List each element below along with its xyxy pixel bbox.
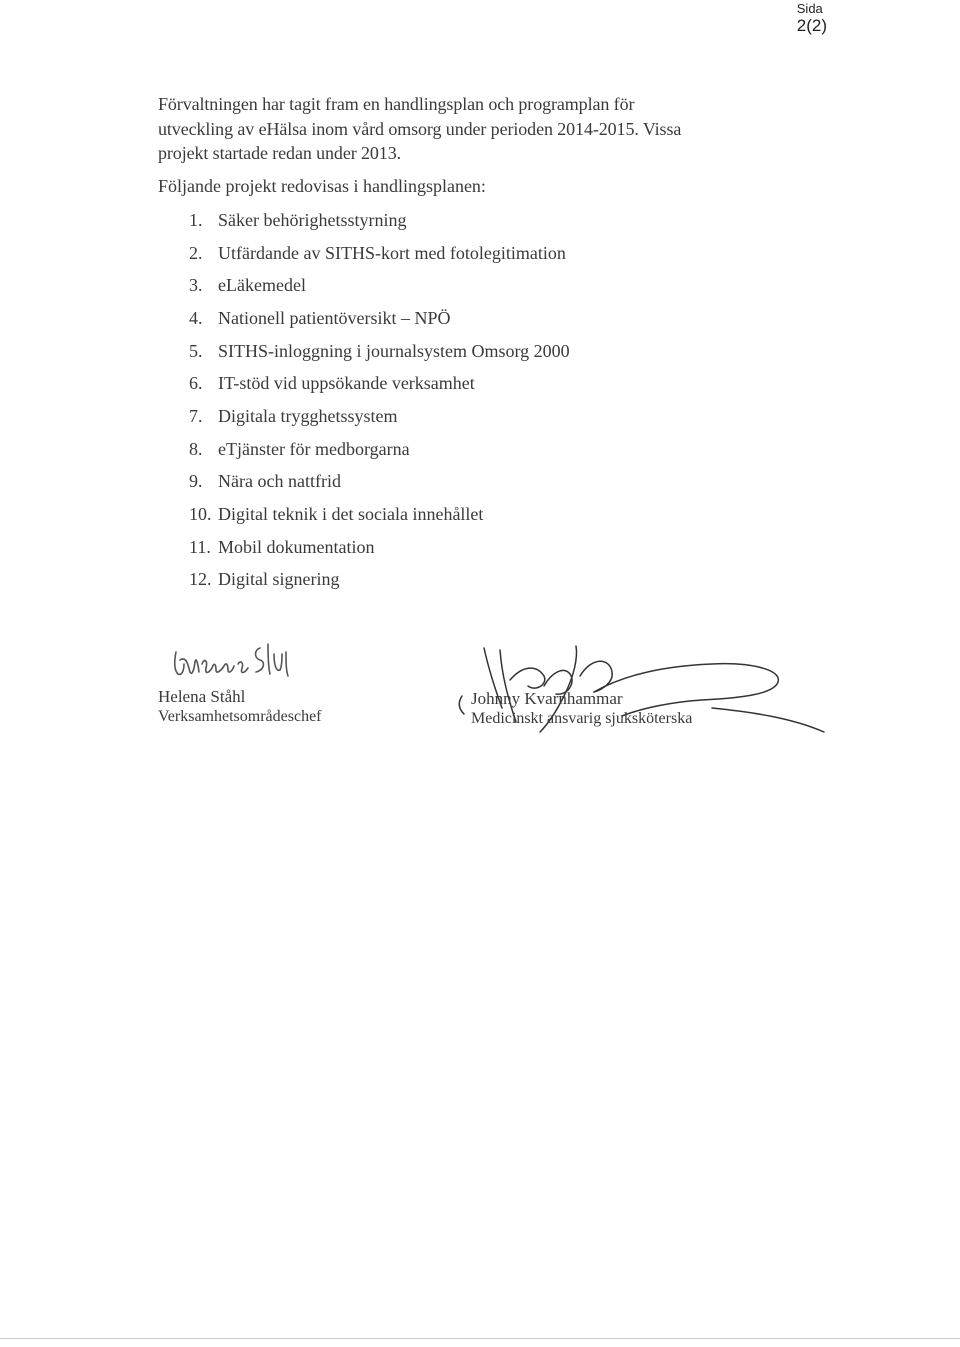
list-item [158, 466, 570, 499]
handwritten-signature-left [168, 634, 298, 684]
project-list [158, 204, 570, 596]
intro-paragraph [158, 92, 718, 166]
item-text: Nära och nattfrid [218, 471, 341, 492]
signatory-name: Helena Ståhl [158, 687, 246, 706]
item-text: SITHS-inloggning i journalsystem Omsorg 2000 [218, 340, 570, 361]
item-number: 10. [189, 504, 212, 525]
item-text: eTjänster för medborgarna [218, 438, 410, 459]
signatory-role: Verksamhetsområdeschef [158, 708, 322, 725]
list-heading: Följande projekt redovisas i handlingsplanen: [158, 176, 486, 196]
item-number: 5. [189, 340, 203, 361]
intro-line: Förvaltningen har tagit fram en handlingsplan och programplan för [158, 94, 635, 114]
list-item [158, 564, 570, 597]
item-number: 1. [189, 209, 203, 230]
item-number: 6. [189, 373, 203, 394]
item-text: Nationell patientöversikt – NPÖ [218, 307, 451, 328]
item-number: 9. [189, 471, 203, 492]
item-number: 3. [189, 275, 203, 296]
list-item [158, 531, 570, 564]
item-number: 4. [189, 307, 203, 328]
item-text: eLäkemedel [218, 275, 306, 296]
list-item [158, 302, 570, 335]
signatory-role: Medicinskt ansvarig sjuksköterska [471, 710, 693, 727]
list-item [158, 204, 570, 237]
item-number: 7. [189, 405, 203, 426]
intro-line: projekt startade redan under 2013. [158, 143, 402, 163]
item-text: Mobil dokumentation [218, 536, 375, 557]
page-header [797, 1, 827, 36]
item-number: 8. [189, 438, 203, 459]
item-number: 2. [189, 242, 203, 263]
item-number: 12. [189, 569, 212, 590]
item-text: Digital signering [218, 569, 340, 590]
list-item [158, 400, 570, 433]
footer-divider [0, 1338, 960, 1339]
item-text: Säker behörighetsstyrning [218, 209, 407, 230]
page-label: Sida [796, 1, 823, 16]
item-text: IT-stöd vid uppsökande verksamhet [218, 373, 475, 394]
signatory-name: Johnny Kvarnhammar [471, 689, 623, 708]
list-item [158, 269, 570, 302]
list-item [158, 335, 570, 368]
item-number: 11. [189, 536, 211, 557]
signature-block-left [158, 687, 322, 727]
item-text: Utfärdande av SITHS-kort med fotolegitimation [218, 242, 566, 263]
intro-line: utveckling av eHälsa inom vård omsorg under perioden 2014-2015. Vissa [158, 118, 682, 139]
signature-block-right [471, 689, 692, 729]
list-item [158, 367, 570, 400]
page-number: 2(2) [796, 16, 827, 35]
list-item [158, 498, 570, 531]
list-item [158, 433, 570, 466]
item-text: Digital teknik i det sociala innehållet [218, 504, 484, 525]
list-item [158, 237, 570, 270]
item-text: Digitala trygghetssystem [218, 405, 398, 426]
